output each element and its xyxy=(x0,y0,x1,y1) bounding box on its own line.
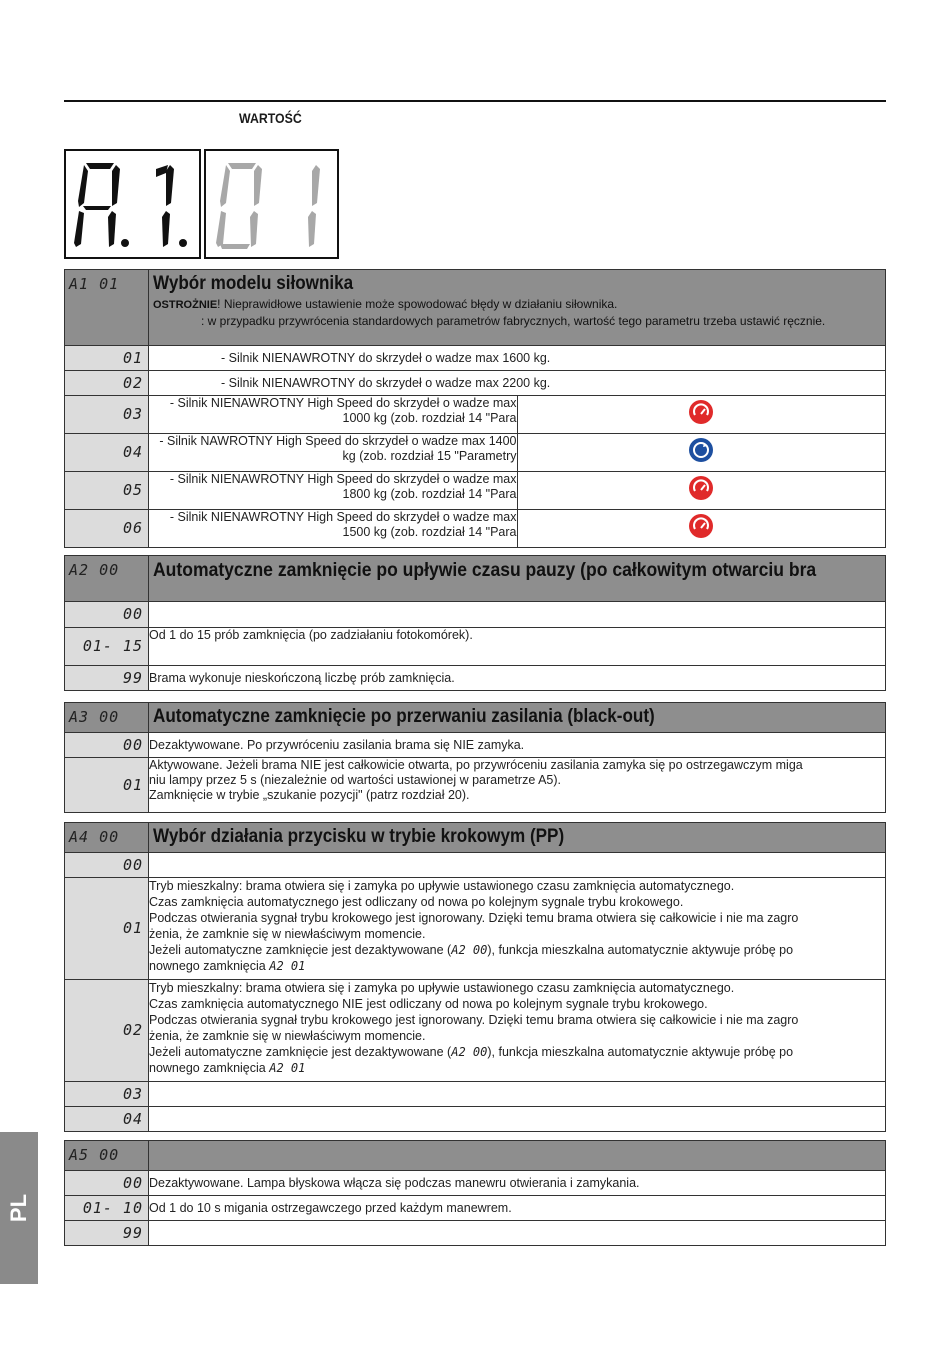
icon-cell xyxy=(517,472,886,510)
language-tab: PL xyxy=(0,1132,38,1284)
section-code: A4 00 xyxy=(65,823,149,853)
option-desc: - Silnik NIENAWROTNY do skrzydeł o wadze max 2200 kg. xyxy=(149,371,886,396)
red-speed-icon xyxy=(689,476,713,500)
option-desc xyxy=(149,853,886,878)
icon-cell xyxy=(517,434,886,472)
note: : w przypadku przywrócenia standardowych parametrów fabrycznych, wartość tego parametru trzeba ustawić ręcznie. xyxy=(201,314,826,328)
option-code: 00 xyxy=(65,853,149,878)
blue-reversible-icon xyxy=(689,438,713,462)
section-code: A5 00 xyxy=(65,1141,149,1171)
param-display xyxy=(64,149,201,259)
option-code: 01 xyxy=(65,346,149,371)
section-title: Wybór działania przycisku w trybie krokowym (PP) xyxy=(153,826,565,847)
option-code: 00 xyxy=(65,733,149,758)
option-desc: Brama wykonuje nieskończoną liczbę prób zamknięcia. xyxy=(149,666,886,691)
section-title: Wybór modelu siłownika xyxy=(153,273,354,294)
option-desc xyxy=(149,1082,886,1107)
option-desc: Dezaktywowane. Po przywróceniu zasilania brama się NIE zamyka. xyxy=(149,733,886,758)
option-desc xyxy=(149,1107,886,1132)
value-display xyxy=(204,149,339,259)
section-a2 xyxy=(64,555,886,691)
option-code: 03 xyxy=(65,396,149,434)
icon-cell xyxy=(517,510,886,548)
section-title: Automatyczne zamknięcie po przerwaniu zasilania (black-out) xyxy=(153,706,655,727)
icon-cell xyxy=(517,396,886,434)
option-desc: Tryb mieszkalny: brama otwiera się i zamyka po upływie ustawionego czasu zamknięcia automatycznego. Czas zamknięcia automatycznego NIE jest odliczany od nowa po kolejnym sygnale trybu krokowego. Podczas otwierania sygnał trybu krokowego jest ignorowany. Dzięki temu brama otwiera się całkowicie i nie ma zagro żenia, że zamknie się w niewłaściwym momencie. Jeżeli automatyczne zamknięcie jest dezaktywowane (A2 00), funkcja mieszkalna automatycznie aktywuje próbę po nownego zamknięcia A2 01 xyxy=(149,980,886,1082)
section-header xyxy=(149,556,886,602)
option-code: 01- 15 xyxy=(65,628,149,666)
option-desc: Tryb mieszkalny: brama otwiera się i zamyka po upływie ustawionego czasu zamknięcia automatycznego. Czas zamknięcia automatycznego jest odliczany od nowa po kolejnym sygnale trybu krokowego. Podczas otwierania sygnał trybu krokowego jest ignorowany. Dzięki temu brama otwiera się całkowicie i nie ma zagro żenia, że zamknie się w niewłaściwym momencie. Jeżeli automatyczne zamknięcie jest dezaktywowane (A2 00), funkcja mieszkalna automatycznie aktywuje próbę po nownego zamknięcia A2 01 xyxy=(149,878,886,980)
option-code: 04 xyxy=(65,434,149,472)
option-code: 01 xyxy=(65,758,149,813)
option-desc: - Silnik NIENAWROTNY High Speed do skrzydeł o wadze max 1800 kg (zob. rozdział 14 "Para xyxy=(149,472,518,510)
option-desc xyxy=(149,602,886,628)
option-code: 99 xyxy=(65,666,149,691)
option-desc: - Silnik NAWROTNY High Speed do skrzydeł o wadze max 1400 kg (zob. rozdział 15 "Parametry xyxy=(149,434,518,472)
section-a1 xyxy=(64,269,886,548)
option-code: 05 xyxy=(65,472,149,510)
value-label: WARTOŚĆ xyxy=(239,110,302,126)
section-header xyxy=(149,270,886,346)
section-a4 xyxy=(64,822,886,1132)
option-code: 03 xyxy=(65,1082,149,1107)
section-header xyxy=(149,703,886,733)
section-code: A3 00 xyxy=(65,703,149,733)
section-code: A1 01 xyxy=(65,270,149,346)
option-code: 04 xyxy=(65,1107,149,1132)
section-code: A2 00 xyxy=(65,556,149,602)
section-a5 xyxy=(64,1140,886,1246)
option-desc: Aktywowane. Jeżeli brama NIE jest całkowicie otwarta, po przywróceniu zasilania zamyka się po ostrzegawczym miga niu lampy przez 5 s (niezależnie od wartości ustawionej w parametrze A5). Zamknięcie w trybie „szukanie pozycji" (patrz rozdział 20). xyxy=(149,758,886,813)
option-desc xyxy=(149,1221,886,1246)
red-speed-icon xyxy=(689,400,713,424)
section-header xyxy=(149,1141,886,1171)
top-rule xyxy=(64,100,886,102)
option-desc: Od 1 do 15 prób zamknięcia (po zadziałaniu fotokomórek). xyxy=(149,628,886,666)
option-desc: - Silnik NIENAWROTNY High Speed do skrzydeł o wadze max 1500 kg (zob. rozdział 14 "Para xyxy=(149,510,518,548)
section-header xyxy=(149,823,886,853)
option-code: 01 xyxy=(65,878,149,980)
warning-note: OSTROŻNIE! Nieprawidłowe ustawienie może spowodować błędy w działaniu siłownika. xyxy=(153,297,618,311)
option-code: 00 xyxy=(65,1171,149,1196)
option-desc: Dezaktywowane. Lampa błyskowa włącza się podczas manewru otwierania i zamykania. xyxy=(149,1171,886,1196)
option-code: 99 xyxy=(65,1221,149,1246)
option-code: 02 xyxy=(65,371,149,396)
section-a3 xyxy=(64,702,886,813)
option-desc: Od 1 do 10 s migania ostrzegawczego przed każdym manewrem. xyxy=(149,1196,886,1221)
option-desc: - Silnik NIENAWROTNY do skrzydeł o wadze max 1600 kg. xyxy=(149,346,886,371)
red-speed-icon xyxy=(689,514,713,538)
option-code: 06 xyxy=(65,510,149,548)
option-desc: - Silnik NIENAWROTNY High Speed do skrzydeł o wadze max 1000 kg (zob. rozdział 14 "Para xyxy=(149,396,518,434)
option-code: 00 xyxy=(65,602,149,628)
option-code: 01- 10 xyxy=(65,1196,149,1221)
section-title: Automatyczne zamknięcie po upływie czasu pauzy (po całkowitym otwarciu bra xyxy=(153,559,817,581)
option-code: 02 xyxy=(65,980,149,1082)
